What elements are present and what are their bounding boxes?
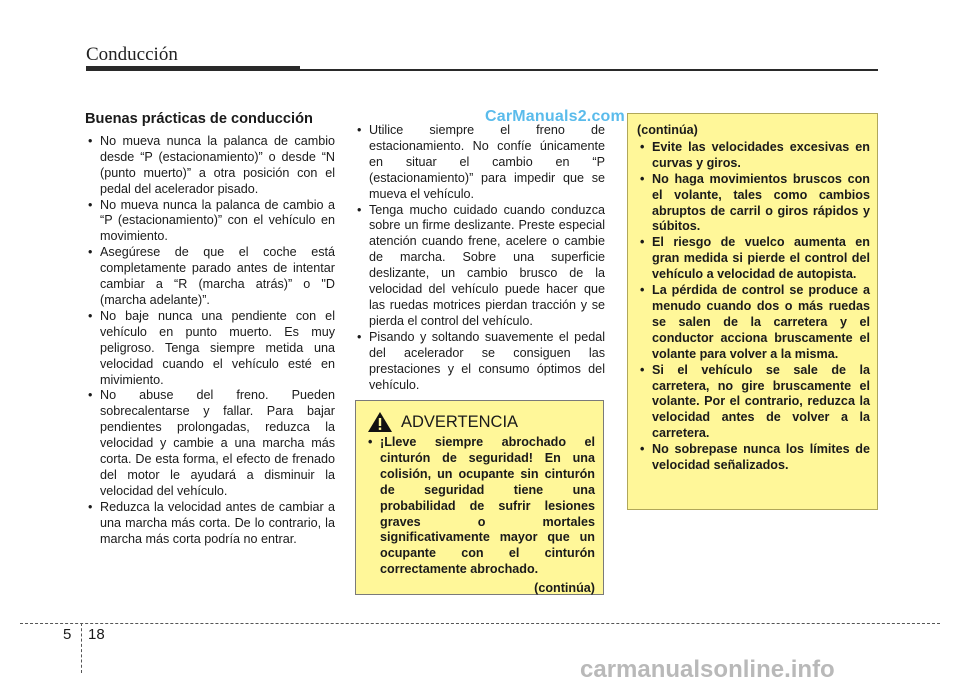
warning-header [367, 411, 595, 433]
continued-item: • La pérdida de control se produce a menudo cuando dos o más ruedas se salen de la carretera y el conductor acciona bruscamente el volante para volver a la misma. [637, 283, 870, 363]
list-item: • Utilice siempre el freno de estacionamiento. No confíe únicamente en situar el cambio en “P (estacionamiento)” para impedir que se mueva el vehículo. [354, 123, 605, 203]
column-middle [354, 123, 605, 393]
list-item: • Reduzca la velocidad antes de cambiar a una marcha más corta. De lo contrario, la marcha más corta podría no entrar. [85, 500, 335, 548]
section-heading: Buenas prácticas de conducción [85, 111, 313, 127]
warning-box [355, 400, 604, 595]
list-item: • Pisando y soltando suavemente el pedal del acelerador se consiguen las prestaciones y el consumo óptimos del vehículo. [354, 330, 605, 394]
continued-list [637, 140, 870, 474]
warning-item: • ¡Lleve siempre abrochado el cinturón de seguridad! En una colisión, un ocupante sin cinturón de seguridad tiene una probabilidad de sufrir lesiones graves o mortales significativamente mayor que un ocupante con el cinturón correctamente abrochado. [365, 435, 595, 578]
warning-list [365, 435, 595, 578]
list-item: • No mueva nunca la palanca de cambio a “P (estacionamiento)” con el vehículo en movimiento. [85, 198, 335, 246]
column-left [85, 112, 335, 547]
continued-item: • El riesgo de vuelco aumenta en gran medida si pierde el control del vehículo a velocidad de autopista. [637, 235, 870, 283]
chapter-number: 5 [63, 626, 72, 643]
warning-continues: (continúa) [534, 581, 595, 596]
list-item: • Tenga mucho cuidado cuando conduzca sobre un firme deslizante. Preste especial atención cuando frene, acelere o cambie de marcha. Sobre una superficie deslizante, un cambio brusco de la velocidad del vehículo puede hacer que las ruedas motrices pierdan tracción y se pierda el control del vehículo. [354, 203, 605, 330]
footer-divider [20, 623, 940, 624]
page-number: 18 [88, 626, 105, 643]
list-item: • No abuse del freno. Pueden sobrecalentarse y fallar. Para bajar pendientes prolongadas, reduzca la velocidad y cambie a una marcha más corta. De esta forma, el efecto de frenado del motor le ayudará a disminuir la velocidad del vehículo. [85, 388, 335, 499]
continued-item: • Si el vehículo se sale de la carretera, no gire bruscamente el volante. Por el contrario, reduzca la velocidad antes de volver a la carretera. [637, 363, 870, 443]
bullet-list-middle [354, 123, 605, 393]
continued-item: • No haga movimientos bruscos con el volante, tales como cambios abruptos de carril o giros rápidos y súbitos. [637, 172, 870, 236]
list-item: • No mueva nunca la palanca de cambio desde “P (estacionamiento)” o desde “N (punto muerto)” a otra posición con el pedal del acelerador pisado. [85, 134, 335, 198]
continued-warning-box [627, 113, 878, 510]
footer-page-divider [81, 623, 82, 673]
header-rule-thin [300, 69, 878, 71]
bullet-list-left [85, 134, 335, 548]
watermark-bottom: carmanualsonline.info [580, 656, 835, 683]
continued-item: • Evite las velocidades excesivas en curvas y giros. [637, 140, 870, 172]
header-rule-thick [86, 66, 300, 71]
page-title: Conducción [86, 44, 178, 65]
list-item: • Asegúrese de que el coche está completamente parado antes de intentar cambiar a “R (marcha atrás)” o "D (marcha adelante)”. [85, 245, 335, 309]
list-item: • No baje nunca una pendiente con el vehículo en punto muerto. Es muy peligroso. Tenga siempre metida una velocidad cuando el vehículo esté en mivimiento. [85, 309, 335, 389]
continued-label: (continúa) [637, 123, 698, 137]
watermark-top: CarManuals2.com [485, 108, 625, 125]
continued-item: • No sobrepase nunca los límites de velocidad señalizados. [637, 442, 870, 474]
warning-triangle-icon [367, 411, 393, 433]
warning-title: ADVERTENCIA [401, 412, 519, 431]
